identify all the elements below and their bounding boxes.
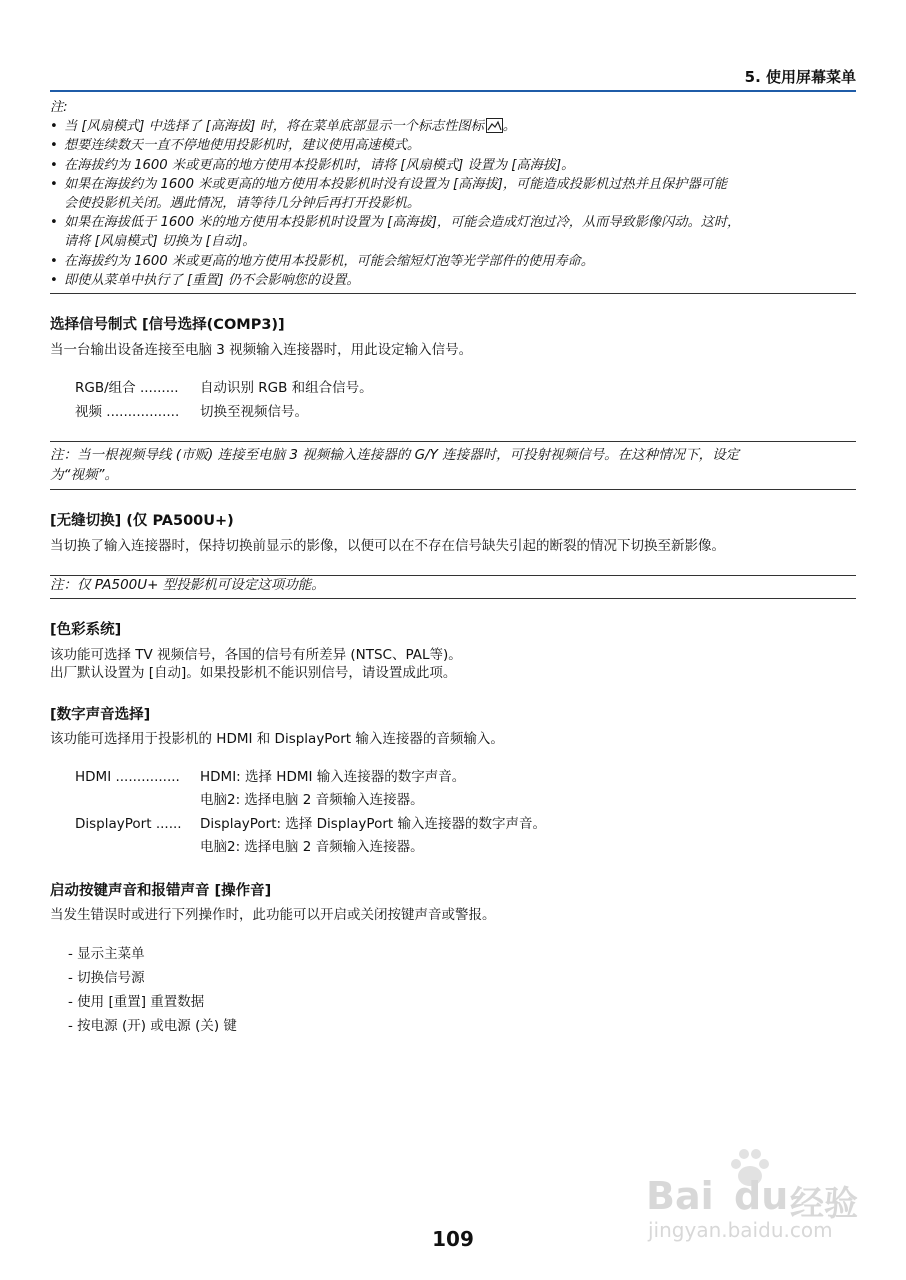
operation-sound-desc: 当发生错误时或进行下列操作时，此功能可以开启或关闭按键声音或警报。: [50, 907, 496, 923]
audio-label: DisplayPort ......: [75, 816, 182, 832]
list-item: - 显示主菜单: [68, 946, 145, 962]
note-item: • 在海拔约为 1600 米或更高的地方使用本投影机，可能会缩短灯泡等光学部件的使用寿命。: [50, 253, 594, 269]
header-rule: [50, 90, 856, 92]
note-top-rule: [50, 441, 856, 442]
signal-select-heading: 选择信号制式 [信号选择(COMP3)]: [50, 317, 285, 333]
color-system-heading: [色彩系统]: [50, 622, 122, 638]
notes-block: [50, 98, 856, 290]
seamless-switch-desc: 当切换了输入连接器时，保持切换前显示的影像，以便可以在不存在信号缺失引起的断裂的情况下切换至新影像。: [50, 538, 725, 554]
signal-select-desc: 当一台输出设备连接至电脑 3 视频输入连接器时，用此设定输入信号。: [50, 342, 473, 358]
audio-value: DisplayPort: 选择 DisplayPort 输入连接器的数字声音。: [200, 816, 546, 832]
high-altitude-icon: [486, 118, 503, 133]
option-value: 切换至视频信号。: [200, 404, 308, 420]
option-label: RGB/组合 .........: [75, 380, 179, 396]
note-item: • 即使从菜单中执行了 [重置] 仍不会影响您的设置。: [50, 272, 360, 288]
audio-value: 电脑2: 选择电脑 2 音频输入连接器。: [200, 839, 424, 855]
note-bottom-rule: [50, 489, 856, 490]
note-item: • 如果在海拔低于 1600 米的地方使用本投影机时设置为 [高海拔]，可能会造成灯泡过冷，从而导致影像闪动。这时，: [50, 215, 741, 231]
seamless-switch-heading: [无缝切换] (仅 PA500U+): [50, 513, 234, 529]
note-item-cont: 会使投影机关闭。遇此情况，请等待几分钟后再打开投影机。: [64, 196, 421, 212]
audio-value: 电脑2: 选择电脑 2 音频输入连接器。: [200, 792, 424, 808]
color-system-line: 出厂默认设置为 [自动]。如果投影机不能识别信号，请设置成此项。: [50, 665, 457, 681]
note-item: • 当 [风扇模式] 中选择了 [高海拔] 时，将在菜单底部显示一个标志性图标 。: [50, 119, 516, 135]
notes-bottom-rule: [50, 293, 856, 294]
option-value: 自动识别 RGB 和组合信号。: [200, 380, 373, 396]
signal-note: 注：当一根视频导线 (市贩) 连接至电脑 3 视频输入连接器的 G/Y 连接器时，可投射视频信号。在这种情况下，设定 为“视频”。: [50, 447, 740, 483]
page-number: 109: [432, 1227, 474, 1251]
option-label: 视频 .................: [75, 404, 180, 420]
digital-audio-desc: 该功能可选择用于投影机的 HDMI 和 DisplayPort 输入连接器的音频输入。: [50, 731, 504, 747]
list-item: - 按电源 (开) 或电源 (关) 键: [68, 1018, 237, 1034]
list-item: - 使用 [重置] 重置数据: [68, 994, 205, 1010]
note-item: • 如果在海拔约为 1600 米或更高的地方使用本投影机时没有设置为 [高海拔]，可能造成投影机过热并且保护器可能: [50, 176, 728, 192]
note-item-cont: 请将 [风扇模式] 切换为 [自动]。: [64, 234, 256, 250]
note-item: • 想要连续数天一直不停地使用投影机时，建议使用高速模式。: [50, 138, 421, 154]
color-system-line: 该功能可选择 TV 视频信号，各国的信号有所差异 (NTSC、PAL等)。: [50, 647, 462, 663]
seamless-note: 注：仅 PA500U+ 型投影机可设定这项功能。: [50, 577, 325, 593]
chapter-title: 5. 使用屏幕菜单: [744, 68, 856, 86]
notes-title: 注:: [50, 100, 68, 115]
audio-value: HDMI: 选择 HDMI 输入连接器的数字声音。: [200, 769, 466, 785]
digital-audio-heading: [数字声音选择]: [50, 707, 151, 723]
operation-sound-heading: 启动按键声音和报错声音 [操作音]: [50, 883, 272, 899]
list-item: - 切换信号源: [68, 970, 145, 986]
note-bottom-rule: [50, 598, 856, 599]
note-item: • 在海拔约为 1600 米或更高的地方使用本投影机时，请将 [风扇模式] 设置为 [高海拔]。: [50, 157, 575, 173]
watermark-url: jingyan.baidu.com: [648, 1218, 833, 1242]
baidu-watermark: Bai du 经验: [640, 1170, 880, 1220]
audio-label: HDMI ...............: [75, 769, 180, 785]
